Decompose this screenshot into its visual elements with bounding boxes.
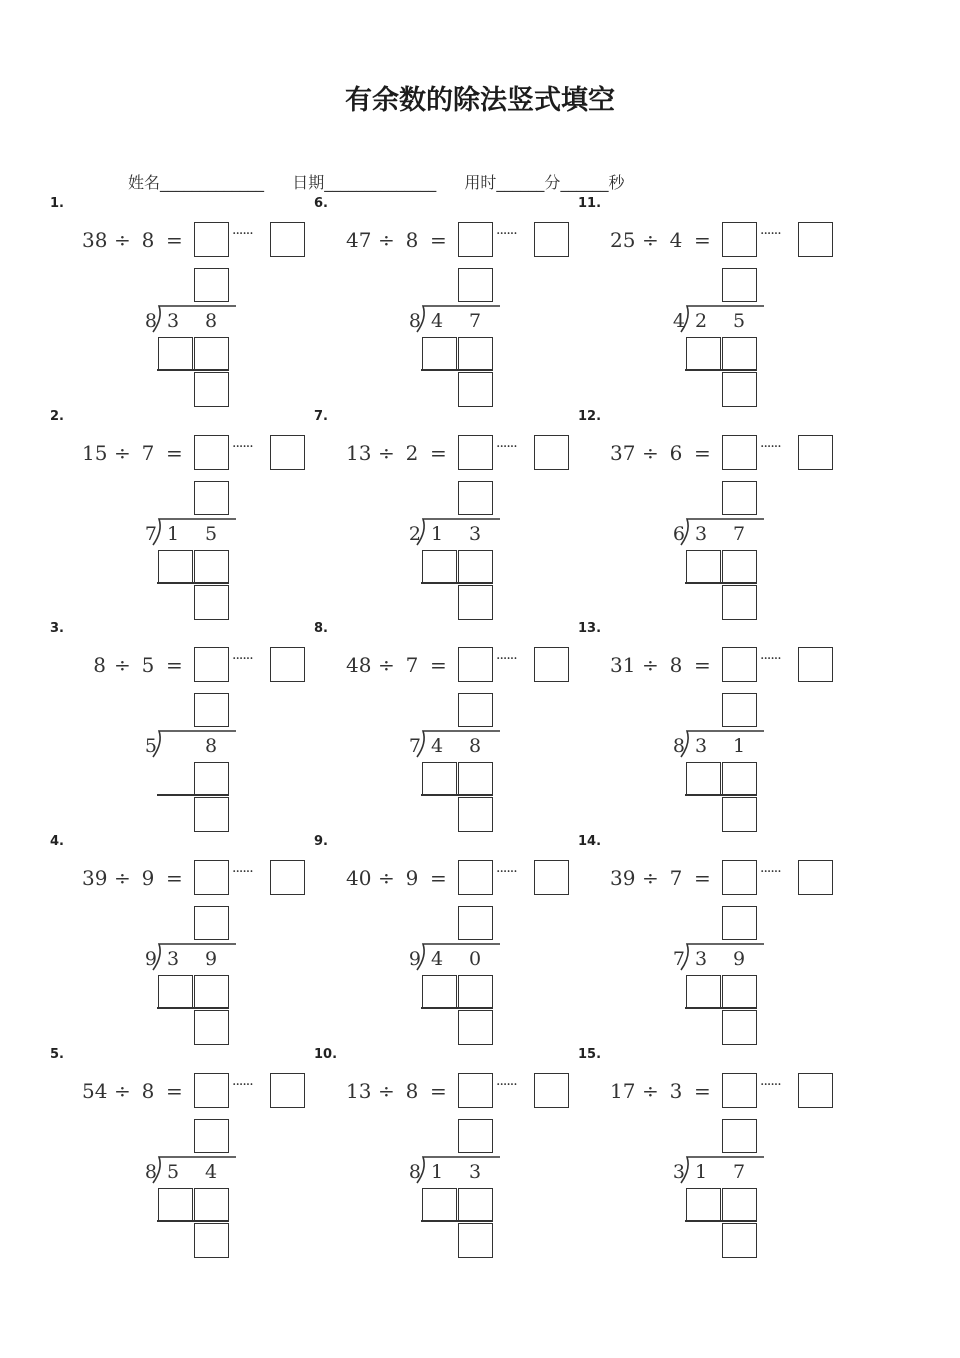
quotient-answer-box[interactable] bbox=[458, 435, 493, 470]
product-ones-box[interactable] bbox=[722, 762, 757, 796]
quotient-answer-box[interactable] bbox=[722, 647, 757, 682]
problem-5 bbox=[50, 1047, 310, 1259]
remainder-dots: ······ bbox=[496, 439, 517, 455]
subtraction-line bbox=[157, 794, 229, 796]
divisor: 6 bbox=[669, 441, 683, 465]
product-tens-box[interactable] bbox=[158, 975, 193, 1009]
product-ones-box[interactable] bbox=[458, 550, 493, 584]
long-division-divisor: 9 bbox=[408, 948, 421, 970]
problem-number: 7. bbox=[314, 409, 328, 424]
product-tens-box[interactable] bbox=[422, 975, 457, 1009]
long-division-divisor: 6 bbox=[672, 523, 685, 545]
subtraction-line bbox=[421, 1220, 493, 1222]
long-division-divisor: 5 bbox=[144, 735, 157, 757]
problem-9 bbox=[314, 834, 574, 1046]
equals-sign: = bbox=[430, 441, 447, 465]
long-division-divisor: 4 bbox=[672, 310, 685, 332]
long-division-divisor: 8 bbox=[144, 1161, 157, 1183]
quotient-digit-box[interactable] bbox=[722, 481, 757, 515]
dividend-tens-digit: 3 bbox=[694, 523, 708, 545]
problem-number: 8. bbox=[314, 621, 328, 636]
div-sign: ÷ bbox=[642, 1079, 659, 1103]
div-sign: ÷ bbox=[114, 1079, 131, 1103]
remainder-dots: ······ bbox=[496, 226, 517, 242]
dividend-ones-digit: 3 bbox=[468, 1161, 482, 1183]
equals-sign: = bbox=[166, 1079, 183, 1103]
div-sign: ÷ bbox=[114, 866, 131, 890]
dividend-tens-digit: 4 bbox=[430, 948, 444, 970]
dividend: 47 bbox=[346, 228, 372, 252]
dividend-ones-digit: 9 bbox=[732, 948, 746, 970]
remainder-digit-box[interactable] bbox=[722, 1223, 757, 1258]
remainder-dots: ······ bbox=[760, 1077, 781, 1093]
dividend-ones-digit: 4 bbox=[204, 1161, 218, 1183]
product-ones-box[interactable] bbox=[458, 762, 493, 796]
remainder-dots: ······ bbox=[232, 1077, 253, 1093]
problem-number: 1. bbox=[50, 196, 64, 211]
name-field[interactable]: _____________ bbox=[160, 173, 265, 192]
div-sign: ÷ bbox=[642, 228, 659, 252]
dividend-ones-digit: 7 bbox=[732, 523, 746, 545]
dividend: 48 bbox=[346, 653, 372, 677]
quotient-digit-box[interactable] bbox=[458, 481, 493, 515]
product-ones-box[interactable] bbox=[194, 975, 229, 1009]
div-sign: ÷ bbox=[114, 441, 131, 465]
remainder-answer-box[interactable] bbox=[798, 435, 833, 470]
product-tens-box[interactable] bbox=[158, 550, 193, 584]
remainder-digit-box[interactable] bbox=[458, 797, 493, 832]
quotient-digit-box[interactable] bbox=[194, 481, 229, 515]
div-sign: ÷ bbox=[642, 866, 659, 890]
equals-sign: = bbox=[694, 653, 711, 677]
dividend-ones-digit: 5 bbox=[204, 523, 218, 545]
remainder-dots: ······ bbox=[496, 1077, 517, 1093]
dividend-tens-digit: 1 bbox=[694, 1161, 708, 1183]
product-ones-box[interactable] bbox=[194, 337, 229, 371]
long-division-divisor: 8 bbox=[408, 310, 421, 332]
dividend-tens-digit: 1 bbox=[166, 523, 180, 545]
quotient-digit-box[interactable] bbox=[194, 1119, 229, 1153]
long-division-divisor: 8 bbox=[408, 1161, 421, 1183]
problem-1 bbox=[50, 196, 310, 408]
problem-4 bbox=[50, 834, 310, 1046]
time-label: 用时 bbox=[464, 173, 497, 192]
dividend-ones-digit: 8 bbox=[204, 735, 218, 757]
quotient-digit-box[interactable] bbox=[194, 268, 229, 302]
divisor: 8 bbox=[141, 1079, 155, 1103]
divisor: 2 bbox=[405, 441, 419, 465]
problem-number: 2. bbox=[50, 409, 64, 424]
dividend-ones-digit: 9 bbox=[204, 948, 218, 970]
equals-sign: = bbox=[430, 866, 447, 890]
product-ones-box[interactable] bbox=[722, 1188, 757, 1222]
quotient-answer-box[interactable] bbox=[194, 647, 229, 682]
quotient-digit-box[interactable] bbox=[722, 268, 757, 302]
subtraction-line bbox=[157, 369, 229, 371]
product-tens-box[interactable] bbox=[686, 1188, 721, 1222]
dividend: 37 bbox=[610, 441, 636, 465]
remainder-digit-box[interactable] bbox=[722, 372, 757, 407]
dividend-ones-digit: 3 bbox=[468, 523, 482, 545]
problem-10 bbox=[314, 1047, 574, 1259]
problem-number: 12. bbox=[578, 409, 602, 424]
long-division-divisor: 7 bbox=[144, 523, 157, 545]
product-tens-box[interactable] bbox=[686, 337, 721, 371]
long-division-divisor: 2 bbox=[408, 523, 421, 545]
dividend-ones-digit: 1 bbox=[732, 735, 746, 757]
subtraction-line bbox=[685, 794, 757, 796]
product-tens-box[interactable] bbox=[422, 762, 457, 796]
problem-6 bbox=[314, 196, 574, 408]
product-tens-box[interactable] bbox=[422, 1188, 457, 1222]
dividend: 13 bbox=[346, 441, 372, 465]
quotient-answer-box[interactable] bbox=[194, 222, 229, 257]
problem-number: 6. bbox=[314, 196, 328, 211]
equals-sign: = bbox=[694, 441, 711, 465]
equals-sign: = bbox=[166, 866, 183, 890]
subtraction-line bbox=[421, 582, 493, 584]
name-label: 姓名 bbox=[128, 173, 161, 192]
remainder-dots: ······ bbox=[232, 226, 253, 242]
remainder-answer-box[interactable] bbox=[798, 647, 833, 682]
equals-sign: = bbox=[430, 228, 447, 252]
date-label: 日期 bbox=[292, 173, 325, 192]
product-ones-box[interactable] bbox=[458, 975, 493, 1009]
long-division-divisor: 3 bbox=[672, 1161, 685, 1183]
divisor: 7 bbox=[405, 653, 419, 677]
dividend: 31 bbox=[610, 653, 636, 677]
dividend-tens-digit: 2 bbox=[694, 310, 708, 332]
remainder-answer-box[interactable] bbox=[798, 1073, 833, 1108]
div-sign: ÷ bbox=[114, 653, 131, 677]
remainder-digit-box[interactable] bbox=[194, 1010, 229, 1045]
seconds-field[interactable]: ______ bbox=[560, 173, 609, 192]
subtraction-line bbox=[421, 1007, 493, 1009]
seconds-label: 秒 bbox=[608, 173, 625, 192]
dividend: 39 bbox=[82, 866, 108, 890]
problem-number: 11. bbox=[578, 196, 602, 211]
product-ones-box[interactable] bbox=[458, 337, 493, 371]
remainder-dots: ······ bbox=[760, 226, 781, 242]
equals-sign: = bbox=[166, 653, 183, 677]
remainder-answer-box[interactable] bbox=[798, 222, 833, 257]
div-sign: ÷ bbox=[378, 653, 395, 677]
dividend: 17 bbox=[610, 1079, 636, 1103]
remainder-answer-box[interactable] bbox=[798, 860, 833, 895]
dividend-ones-digit: 8 bbox=[204, 310, 218, 332]
problem-14 bbox=[578, 834, 838, 1046]
remainder-dots: ······ bbox=[760, 439, 781, 455]
dividend-tens-digit: 1 bbox=[430, 1161, 444, 1183]
subtraction-line bbox=[421, 369, 493, 371]
div-sign: ÷ bbox=[378, 866, 395, 890]
subtraction-line bbox=[685, 1220, 757, 1222]
quotient-digit-box[interactable] bbox=[722, 1119, 757, 1153]
subtraction-line bbox=[157, 582, 229, 584]
quotient-digit-box[interactable] bbox=[458, 693, 493, 727]
product-ones-box[interactable] bbox=[194, 550, 229, 584]
remainder-dots: ······ bbox=[232, 864, 253, 880]
subtraction-line bbox=[157, 1220, 229, 1222]
equals-sign: = bbox=[694, 1079, 711, 1103]
remainder-digit-box[interactable] bbox=[194, 585, 229, 620]
quotient-answer-box[interactable] bbox=[458, 1073, 493, 1108]
quotient-answer-box[interactable] bbox=[194, 435, 229, 470]
dividend-tens-digit: 3 bbox=[166, 310, 180, 332]
subtraction-line bbox=[157, 1007, 229, 1009]
remainder-dots: ······ bbox=[760, 651, 781, 667]
dividend: 15 bbox=[82, 441, 108, 465]
dividend: 39 bbox=[610, 866, 636, 890]
dividend-tens-digit: 3 bbox=[694, 735, 708, 757]
minutes-field[interactable]: ______ bbox=[496, 173, 545, 192]
remainder-digit-box[interactable] bbox=[722, 585, 757, 620]
equals-sign: = bbox=[430, 653, 447, 677]
div-sign: ÷ bbox=[378, 228, 395, 252]
div-sign: ÷ bbox=[378, 1079, 395, 1103]
remainder-digit-box[interactable] bbox=[458, 585, 493, 620]
divisor: 8 bbox=[669, 653, 683, 677]
quotient-digit-box[interactable] bbox=[194, 693, 229, 727]
remainder-answer-box[interactable] bbox=[270, 222, 305, 257]
divisor: 9 bbox=[141, 866, 155, 890]
problem-13 bbox=[578, 621, 838, 833]
remainder-digit-box[interactable] bbox=[194, 372, 229, 407]
product-tens-box[interactable] bbox=[422, 550, 457, 584]
quotient-answer-box[interactable] bbox=[722, 860, 757, 895]
date-field[interactable]: ______________ bbox=[324, 173, 437, 192]
equals-sign: = bbox=[694, 228, 711, 252]
remainder-dots: ······ bbox=[232, 651, 253, 667]
dividend-tens-digit: 3 bbox=[166, 948, 180, 970]
div-sign: ÷ bbox=[642, 653, 659, 677]
divisor: 8 bbox=[405, 228, 419, 252]
problem-number: 15. bbox=[578, 1047, 602, 1062]
equals-sign: = bbox=[694, 866, 711, 890]
quotient-answer-box[interactable] bbox=[194, 860, 229, 895]
subtraction-line bbox=[421, 794, 493, 796]
divisor: 7 bbox=[141, 441, 155, 465]
divisor: 4 bbox=[669, 228, 683, 252]
div-sign: ÷ bbox=[642, 441, 659, 465]
remainder-answer-box[interactable] bbox=[534, 435, 569, 470]
divisor: 9 bbox=[405, 866, 419, 890]
dividend: 38 bbox=[82, 228, 108, 252]
dividend: 40 bbox=[346, 866, 372, 890]
dividend: 54 bbox=[82, 1079, 108, 1103]
product-ones-box[interactable] bbox=[722, 550, 757, 584]
divisor: 8 bbox=[141, 228, 155, 252]
quotient-digit-box[interactable] bbox=[458, 268, 493, 302]
problem-number: 3. bbox=[50, 621, 64, 636]
problem-number: 10. bbox=[314, 1047, 338, 1062]
remainder-digit-box[interactable] bbox=[722, 1010, 757, 1045]
remainder-digit-box[interactable] bbox=[722, 797, 757, 832]
remainder-digit-box[interactable] bbox=[458, 1223, 493, 1258]
dividend: 8 bbox=[93, 653, 106, 677]
product-tens-box[interactable] bbox=[422, 337, 457, 371]
remainder-answer-box[interactable] bbox=[534, 647, 569, 682]
dividend-tens-digit: 4 bbox=[430, 310, 444, 332]
divisor: 5 bbox=[141, 653, 155, 677]
problem-3 bbox=[50, 621, 310, 833]
dividend-ones-digit: 0 bbox=[468, 948, 482, 970]
equals-sign: = bbox=[430, 1079, 447, 1103]
dividend-tens-digit: 3 bbox=[694, 948, 708, 970]
dividend-ones-digit: 8 bbox=[468, 735, 482, 757]
equals-sign: = bbox=[166, 441, 183, 465]
problem-number: 9. bbox=[314, 834, 328, 849]
remainder-digit-box[interactable] bbox=[194, 797, 229, 832]
quotient-digit-box[interactable] bbox=[722, 693, 757, 727]
quotient-digit-box[interactable] bbox=[722, 906, 757, 940]
problem-7 bbox=[314, 409, 574, 621]
remainder-answer-box[interactable] bbox=[270, 1073, 305, 1108]
quotient-digit-box[interactable] bbox=[194, 906, 229, 940]
dividend-tens-digit: 5 bbox=[166, 1161, 180, 1183]
product-tens-box[interactable] bbox=[686, 762, 721, 796]
problem-number: 13. bbox=[578, 621, 602, 636]
product-tens-box[interactable] bbox=[158, 1188, 193, 1222]
product-ones-box[interactable] bbox=[722, 975, 757, 1009]
remainder-digit-box[interactable] bbox=[458, 1010, 493, 1045]
long-division-divisor: 9 bbox=[144, 948, 157, 970]
quotient-digit-box[interactable] bbox=[458, 1119, 493, 1153]
product-ones-box[interactable] bbox=[722, 337, 757, 371]
product-tens-box[interactable] bbox=[686, 550, 721, 584]
dividend: 13 bbox=[346, 1079, 372, 1103]
minutes-label: 分 bbox=[544, 173, 561, 192]
product-tens-box[interactable] bbox=[158, 337, 193, 371]
remainder-answer-box[interactable] bbox=[534, 1073, 569, 1108]
problem-number: 14. bbox=[578, 834, 602, 849]
div-sign: ÷ bbox=[378, 441, 395, 465]
problem-12 bbox=[578, 409, 838, 621]
problem-8 bbox=[314, 621, 574, 833]
subtraction-line bbox=[685, 582, 757, 584]
remainder-answer-box[interactable] bbox=[534, 860, 569, 895]
div-sign: ÷ bbox=[114, 228, 131, 252]
remainder-dots: ······ bbox=[760, 864, 781, 880]
product-ones-box[interactable] bbox=[458, 1188, 493, 1222]
quotient-answer-box[interactable] bbox=[722, 1073, 757, 1108]
problem-11 bbox=[578, 196, 838, 408]
divisor: 8 bbox=[405, 1079, 419, 1103]
product-digit-box[interactable] bbox=[194, 762, 229, 796]
quotient-answer-box[interactable] bbox=[722, 222, 757, 257]
quotient-answer-box[interactable] bbox=[722, 435, 757, 470]
problem-number: 5. bbox=[50, 1047, 64, 1062]
product-tens-box[interactable] bbox=[686, 975, 721, 1009]
remainder-answer-box[interactable] bbox=[534, 222, 569, 257]
remainder-dots: ······ bbox=[496, 651, 517, 667]
student-info-row bbox=[128, 170, 624, 193]
remainder-digit-box[interactable] bbox=[458, 372, 493, 407]
dividend-ones-digit: 7 bbox=[732, 1161, 746, 1183]
dividend-ones-digit: 5 bbox=[732, 310, 746, 332]
remainder-dots: ······ bbox=[232, 439, 253, 455]
remainder-answer-box[interactable] bbox=[270, 647, 305, 682]
quotient-answer-box[interactable] bbox=[194, 1073, 229, 1108]
long-division-divisor: 7 bbox=[672, 948, 685, 970]
dividend-tens-digit: 4 bbox=[430, 735, 444, 757]
problem-number: 4. bbox=[50, 834, 64, 849]
remainder-answer-box[interactable] bbox=[270, 435, 305, 470]
remainder-answer-box[interactable] bbox=[270, 860, 305, 895]
dividend: 25 bbox=[610, 228, 636, 252]
quotient-digit-box[interactable] bbox=[458, 906, 493, 940]
divisor: 3 bbox=[669, 1079, 683, 1103]
remainder-dots: ······ bbox=[496, 864, 517, 880]
quotient-answer-box[interactable] bbox=[458, 860, 493, 895]
dividend-ones-digit: 7 bbox=[468, 310, 482, 332]
long-division-divisor: 8 bbox=[144, 310, 157, 332]
problem-2 bbox=[50, 409, 310, 621]
long-division-divisor: 7 bbox=[408, 735, 421, 757]
subtraction-line bbox=[685, 369, 757, 371]
quotient-answer-box[interactable] bbox=[458, 647, 493, 682]
subtraction-line bbox=[685, 1007, 757, 1009]
dividend-tens-digit: 1 bbox=[430, 523, 444, 545]
worksheet-title: 有余数的除法竖式填空 bbox=[345, 85, 615, 116]
equals-sign: = bbox=[166, 228, 183, 252]
problem-15 bbox=[578, 1047, 838, 1259]
product-ones-box[interactable] bbox=[194, 1188, 229, 1222]
remainder-digit-box[interactable] bbox=[194, 1223, 229, 1258]
divisor: 7 bbox=[669, 866, 683, 890]
quotient-answer-box[interactable] bbox=[458, 222, 493, 257]
long-division-divisor: 8 bbox=[672, 735, 685, 757]
